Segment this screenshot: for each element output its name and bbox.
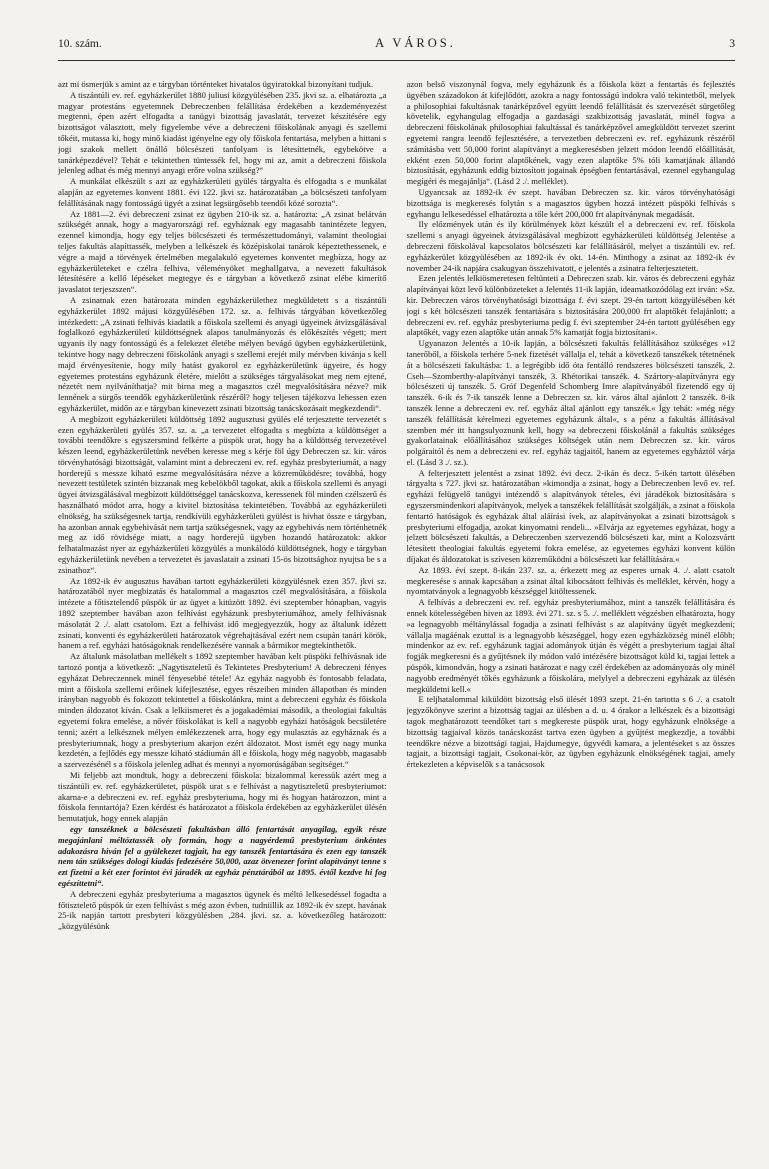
left-column <box>58 79 387 1169</box>
paragraph: Az 1893. évi szept. 8-ikán 237. sz. a. érkezett meg az esperes urnak 4. ./. alatt csatolt megkeresése s annak kapcsában a zsinat által kibocsátott felhivás és melléklet, kérvén, hogy a nyomtatványok a legnagyobb készséggel kitöltessenek. <box>406 564 735 597</box>
paragraph: Mi feljebb azt mondtuk, hogy a debreczeni főiskola: bizalommal keressük azért meg a tiszántúli ev. ref. egyházkerületet, püspök urat s e felhívást a nagytiszteletű presbyteriumot: akarna-e a debreczeni ev. ref. egyház presbyteriuma, hogy mi és hogyan határozzon, mint a főiskola fenntartója? Ezen kérdést és határozatot a főiskola érdekében az egyházkerület ülésén bemutatjuk, hogy ennek alapján <box>58 770 387 824</box>
paragraph: A felhívás a debreczeni ev. ref. egyház presbyteriumához, mint a tanszék felállítására és ennek kötelességében hiven az 1893. évi 271. sz. s 5. ./. melléklett végzésben elhatározta, hogy »a legnagyobb méltánylással fogadja a zsinati felhívást s az alapítvány ügyét megkezdeni; vállalja magáénak ezuttal is a legnagyobb készséggel, hogy ezen egyházközség minél előbb; mindenkor az ev. ref. egyházunk tagjai adományok útján és végétt a presbyterium tagjai által fogják megkeresni és a gyűjtésnek ily módon való intézésére bizottságot küld ki, tagjai lettek a püspök, kimondván, hogy a zsinati határozat e nagy czél érdekében az adományozás oly minél nagyobb eredményét tőkés egyházunk a főiskolára, melylyel a debreczeni egyházak az ülésén megküldetni kell.« <box>406 597 735 694</box>
paragraph: Az általunk másolatban mellékelt s 1892 szeptember havában kelt püspöki felhívásnak ide tartozó pontja a következő: „Nagytiszteletű és Tekintetes Presbyterium! A debreczeni fényes egyházat Debreczennek minél fényesebbé tétele! Az egyház nagyobb és fontosabb feladata, mint a főiskola szellemi erőinek kifejlesztése, egyes részeiben minden állapotban és minden irányban nagyobb és fokozott tekintettel a főiskolánkra, mint a debreczeni egyház és főiskola minden áldozatot kíván. Csak a lelkiismeret és a jogakadémiai második, a theologiai fakultás egyetemi fokra emelése, a nővér főiskolákat is kell a nagyobb egyházi hatóságok becsületére tenni; azért a lelkésznek mélyen emlékezzenek arra, hogy egy mulasztás az egyháznak és a presbyteriumnak, hogy a presbyterium akarjon ezért áldozatot. Most ismét egy nagy munka kezdetén, a fejlődés egy messze kiható stádiumán áll e főiskola, hogy még nagyobb, magasabb a szervezésénél s a főiskola jelenleg adhat és mennyi a nyomorúságában segítséget.“ <box>58 651 387 770</box>
paragraph: Az 1881—2. évi debreczeni zsinat ez ügyben 210-ik sz. a. határozta: „A zsinat belátván szükségét annak, hogy a magyarországi ref. egyháznak egy magasabb tanintézete legyen, ezennel kimondja, hogy egy teljes bölcsészeti és természettudományi, valamint theologiai teljes fakultás alapíttassék, melyben a lelkészek és középiskolai tanárok képeztethessenek, e végre a majd a törvények értelmében megalakuló egyetemes konventet megbízza, hogy az egyházkerületeket e czélra felhiva, véleményöket meghallgatva, a nevezett fakultások létesítésére a kellő lépéseket megtegye és e tárgyban a következő zsinat elébe kimerítő javaslatot terjeszszen“. <box>58 208 387 295</box>
journal-title: A VÁROS. <box>375 36 456 50</box>
paragraph: A tiszántúli ev. ref. egyházkerület 1880 juliusi közgyülésében 235. jkvi sz. a. elhatározta „a magyar protestáns egyetemnek Debreczenben felállítása érdekében a kezdeményezést megtenni, épen azért elfogadta a tanügyi bizottság javaslatát, tervezet készítésére egy bizottságot választott, mely figyelembe véve a debreczeni főiskolának anyagi és szellemi tőkéit, mutassa ki, hogy minő kiadást igényelne egy oly főiskola fentartása, melyben a hittani s jogi szakok mellett önálló bölcsészeti tanfolyam is létesíttetnék, egybekötve a tanárképezdével? Tehát e tekintetben tüntessék fel, hogy mi az, amit a debreczeni főiskola jelenleg adhat és még mennyi anyagi erőre volna szükség?“ <box>58 89 387 176</box>
paragraph: A debreczeni egyház presbyteriuma a magasztos ügynek és méltó lelkesedéssel fogadta a főtisztelető püspök úr ezen felhívást s még azon évben, tudniillik az 1892-ik év szept. havának 25-ik napján tartott presbyteri közgyülésben ,284. jkvi. sz. a. következőleg határozott: „közgyülésünk <box>58 888 387 932</box>
paragraph: Ugyanazon Jelentés a 10-ik lapján, a bölcsészeti fakultás felállításához szükséges »12 tanerőből, a főiskola terhére 5-nek fizetését vállalja el, tehát a következő tanszékek tétetnének át a bölcsészeti fakultásba: 1. a legrégibb idő óta fentálló rendszeres bölcsészeti tanszék, 2. Cseh—Szomberthy-alapítványi tanszék, 3. Rhétorikai tanszék. 4. Szártory-alapítványra egy bölcsészeti új tanszék. 5. Gróf Degenfeld Schomberg Imre alapítványából fizetendő egy új tanszék. 6-ik és 7-ik tanszék lenne a Debreczen sz. kir. város által ajánlott 2 tanszék. 8-ik tanszék lenne a debreczeni ev. ref. egyház által ajánlott egy tanszék.« Így tehát: »még négy tanszék felállítását kérelmezi egyetemes egyházunk által«, s a pénz a fakultás állításával szemben mér itt hangsulyoznunk kell, hogy »a debreczeni főiskolánál a fakultás szükséges gyakorlatainak előállításához szükséges költségek után nem Debreczen sz. kir. város polgáraitól és nem a debreczeni ev. ref. egyház tagjaitól, hanem az egyetemes egyháztól várja el. (Lásd 3 ./. sz.). <box>406 338 735 467</box>
paragraph: A megbízott egyházkerületi küldöttség 1892 augusztusi gyülés elé terjesztette tervezetét s ezen egyházkerületi gyülés 357. sz. a. „a tervezetet elfogadta s megbízta a küldöttséget a további teendőkre s egyszersmind felkérte a püspök urat, hogy ha a küldöttség tervezetével készen leend, egyházkerületünk nevében keresse meg s kérje föl úgy Debreczen sz. kir. város törvényhatósági bizottságát, valamint mint a debreczeni ev. ref. egyház presbyteriumát, a nagy horderejű s messze kiható eszme megvalósítására nézve a közreműködésre; továbbá, hogy nevezett testületek szintén bizzanak meg kebelökből tagokat, akik a főiskola szellemi és anyagi ügyei átvizsgálásával megbízott küldöttséggel tanácskozva, keressenek föl minden czélszerű és használható módot arra, hogy a kivitel biztosítása tekintetében. Továbbá az egyházkerületi elnökség, ha szükségesnek tartja, rendkívüli egyházkerületi gyülést is hivhat össze e tárgyban, ha azonban annak egybehivását nem tartja szükségesnek, vagy az egybehivás nem történhetnék meg az idő rövidsége miatt, a nagy horderejű ügyben hozandó határozatok: akkor felhatalmazást nyer az egyházkerületi közgyülés a munkálódó küldöttségnek, hogy e tárgyban egyházkerületünk nevében a tervezetet és javaslatait a zsinati 15-ös bizottsághoz nyujtsa be s a zsinathoz“. <box>58 413 387 575</box>
page-header <box>58 36 735 56</box>
paragraph: A munkálat elkészült s azt az egyházkerületi gyülés tárgyalta és elfogadta s e munkálat alapján az egyetemes konvent 1881. évi 122. jkvi sz. határozatában „a bölcsészeti tanfolyam felállításának nagy fontosságú ügyét a zsinat legsürgősebb teendői közé sorozta“. <box>58 176 387 208</box>
paragraph: egy tanszéknek a bölcsészeti fakultásban álló fentartását anyagilag, egyik része megajánlani méltóztassék oly formán, hogy a nagyérdemű presbyterium önkéntes adakozásra hiván fel a gyülekezet tagjait, ha egy tanszék fentartására és ezen egy tanszék nem tán szükséges dologi kiadás fedezésére 50,000, azaz ötvenezer forint alapítványt tenne s ezt fizetni a két ezer forintot évi járadék az egyház pénztárából az 1895. évtől kezdve hi fog egészíttetni“. <box>58 823 387 888</box>
issue-number: 10. szám. <box>58 38 102 50</box>
paragraph: Az 1892-ik év augusztus havában tartott egyházkerületi közgyülésnek ezen 357. jkvi sz. határozatából nyer megbizatás és hatalommal a magasztos czél megvalósítására, a főiskola intézete a főtisztelendő püspök úr az ügyet a kitüzött 1892. évi szeptember hónapban, vagyis 1892 szeptember havában azon felhívást egyházunk presbyteriumához, amely felhívásnak másolatát 2 ./. alatt csatolom. Ezt a felhivást idő megjegyezzük, hogy az általunk idézett zsinati, konventi és egyházkerületi határozatok végrehajtásával ezért nem csupán tanári körök, hanem a ref. egyházi hatóságoknak rendelkezésére vannak a bármikor megtekinthetők. <box>58 575 387 651</box>
right-column <box>407 79 736 1169</box>
paragraph: A zsinatnak ezen határozata minden egyházkerülethez megküldetett s a tiszántúli egyházkerület 1892 májusi közgyűlésében 172. sz. a. felhivás tárgyában következőleg intézkedett: „A zsinati felhivás kiadatik a főiskola szellemi és anyagi ügyeinek átvizsgálásával foglalkozó egyházkerületi küldöttségnek alapos tanulmányozás és előkészítés végett; mert ugyanis ily nagy fontosságú és a felekezet életébe mélyen bevágó ügyben egyházkerületünk, tekintve hogy nagy debreczeni főiskolánk anyagi s szellemi erejét mily mérvben kivánja s kell majd érvényesítenie, hogy mily hatást gyakorol ez egyházkerületünk ügyeire, és hogy egyetemes protestáns egyházunk életére, mielőtt a szükséges tárgyalásokat meg nem ejtené, nézetét nem nyilváníthatja? mit birna meg a magasztos czél megvalósítására nézve? mik lennének a sürgős teendők egyházkerületünk részéről? hogy teljesen tájékozva lehessen ezen egyházkerület, midőn az e tárgyban kinevezett zsinati bizottság tanácskozásait megkezdendi“. <box>58 294 387 413</box>
paragraph: azon belső viszonynál fogva, mely egyházunk és a főiskola közt a fentartás és fejlesztés ügyében századokon át kifejlődött, azokra a nagy fontosságú indokra való tekintetből, melyek a philosophiai fakultásnak tanárképzővel együtt leendő felállítását és szervezését sürgetőleg követelik, egyhangulag elfogadja a gazdasági szakbizottság javaslatát, minél fogva a debreczeni főiskolának philosophiai fakultással és tanárképzővel amegküldött tervezet szerint egyetemi rangra leendő fejlesztésére, a tervezetben debreczeni ev. ref. egyházunk részéről számításba vett 50,000 forint alapítványt a megkeresésben jelzett módon leendő előállítását, ekként ezen 50,000 forint alaptőkének, vagy ezen alaptőke 5% tóli kamatjának állandó biztosítását, egyházunk eddig biztosított jogainak épségben fentartásával, ezennel egyhangulag megígéri és megajánlja“. (Lásd 2 ./. melléklet). <box>406 79 735 187</box>
paragraph: Ily előzmények után és ily körülmények közt készült el a debreczeni ev. ref. főiskola szellemi s anyagi ügyeinek átvizsgálásával megbízott egyházkerületi küldöttség Jelentése a debreczeni főiskolával kapcsolatos bölcsészeti kar felállításáról, melyet a tiszántúli ev. ref. egyházkerület közgyülésében az 1892-ik év okt. 14-én. Minthogy a zsinat az 1892-ik év november 24-ik napjára csakugyan összehivatott, e jelentés a zsinatra felterjesztetett. <box>406 219 735 273</box>
paragraph: azt mi ösmerjük s amint az e tárgyban történteket hivatalos ügyiratokkal bizonyítani tudjuk. <box>58 79 374 89</box>
page-number: 3 <box>729 38 735 50</box>
text-columns <box>58 79 735 1169</box>
paragraph: Ezen jelentés lelkiösmeretesen feltünteti a Debreczen szab. kir. város és debreczeni egyház alapítványai közt levő különbözeteket a Jelentés 11-ik lapján, ideamatkozódólag ezt irván: »Sz. kir. Debreczen város törvényhatósági bizottsága f. évi szept. 29-én tartott közgyülésében két jogi s két bölcsészeti tanszék fentartására s biztosítására 200,000 frt alaptőkét felajánlott; a debreczeni ev. ref. egyház presbyteriuma pedig f. évi szeptember 24-én tartott gyülésében egy alaptőkét, vagy ezen alaptőke után annak 5% kamatját fogja biztosítani«. <box>406 273 735 338</box>
header-rule <box>58 60 735 61</box>
paragraph: A felterjesztett jelentést a zsinat 1892. évi decz. 2-ikán és decz. 5-ikén tartott ülésében tárgyalta s 727. jkvi sz. határozatában »kimondja a zsinat, hogy a Debreczenben levő ev. ref. egyházi felügyelő tanügyi intézendő s alapítványok tételes, évi járadékok biztosítására s egyszersmindenkori alapítványok, melyek a tanszékek felállítását szolgálják, a zsinat a főiskola fentartó hatóságok és egyházak által aláírási ívek, az alapítványokat a zsinati bizottságok s presbyteriumi elfogadja, azokat kinyomatni rendeli... »Elvárja az egyetemes egyházat, hogy a jelzett bölcsészeti fakultás, a Debreczenben szervezendő bölcsészeti kar, mint a Kolozsvártt létesített theologiai fakultás egyetemi fokra emelése, az egyetemes egyházi konvent külön díjakat és áldozatokat is szívesen közreműködni a bölcsészeti kar felállítására.« <box>406 467 735 565</box>
paragraph: E teljhatalommal kiküldött bizottság első ülését 1893 szept. 21-én tartotta s 6 ./. a csatolt jegyzőkönyve szerint a bizottság tagjai az ülésben a d. u. 4 órakor a lelkészek és a bizottsági tagok meghatározott teendőket tart s megkereste püspök urat, hogy egyházunk elnöksége a bizottság tagjaival közös tanácskozást tartva ezen ügyben a gyűjtést megkezdje, a további teendőkre nézve a bizottsági tagjai, Hajdumegye, ügyvédi kamara, a jelentéseket s az összes tagjait, a bizottsági tagjait, Csokonai-kör, az ügyben egyházunk elnökségének tagjai, amely értekezleten a képviselők s a tanácsosok <box>406 694 735 770</box>
paragraph: Ugyancsak az 1892-ik év szept. havában Debreczen sz. kir. város törvényhatósági bizottsága is megkeresés folytán s a magasztos ügyben hozzá intézett püspöki felhívás s egyhangu lelkesedéssel elhatározta a tőle kért 200,000 frt alapítványnak megadását. <box>406 186 735 219</box>
